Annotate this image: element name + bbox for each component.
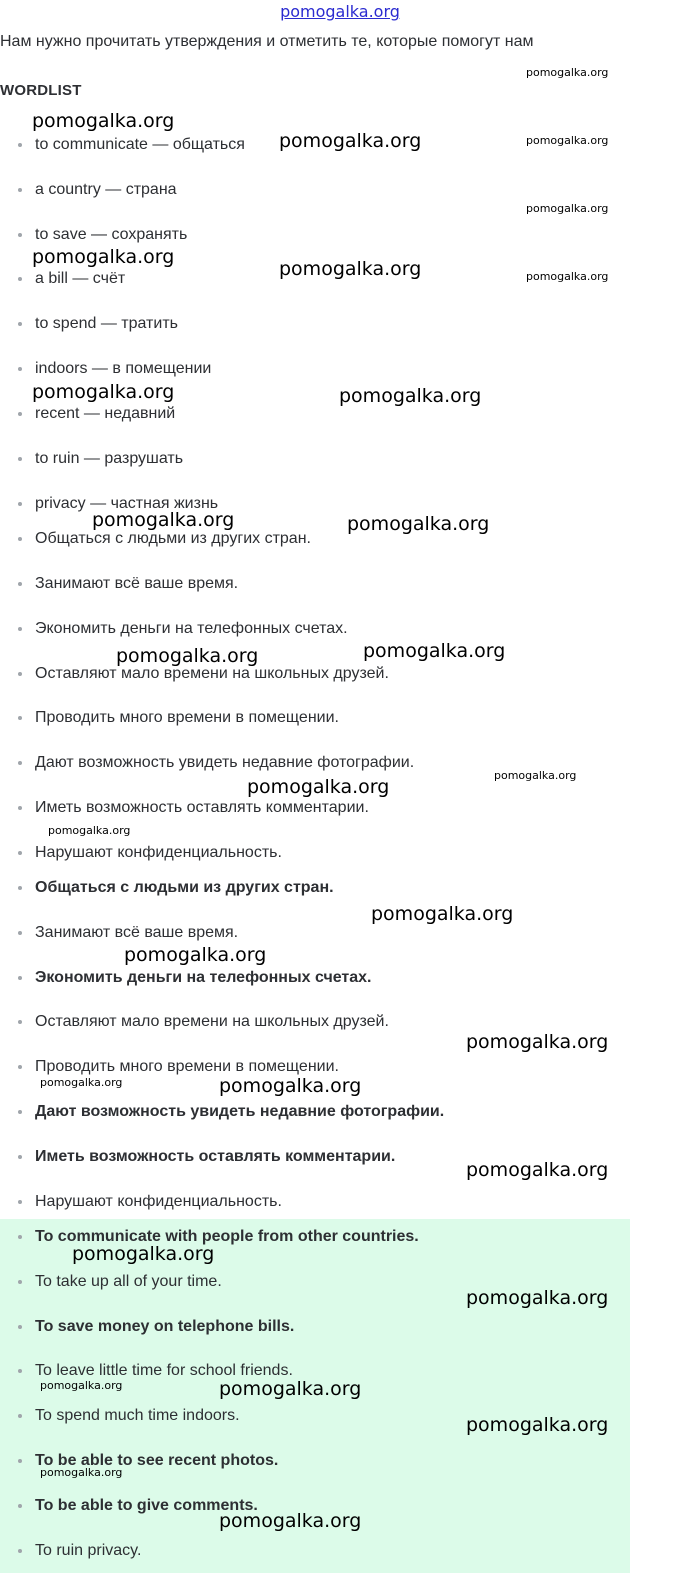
bullet-icon bbox=[18, 143, 22, 147]
answer-en-text: To ruin privacy. bbox=[35, 1542, 142, 1559]
watermark: pomogalka.org bbox=[219, 1378, 362, 1400]
bullet-icon bbox=[18, 582, 22, 586]
answer-ru-text: Экономить деньги на телефонных счетах. bbox=[35, 969, 372, 986]
watermark: pomogalka.org bbox=[219, 1510, 362, 1532]
answer-ru-text: Иметь возможность оставлять комментарии. bbox=[35, 1148, 396, 1165]
bullet-icon bbox=[18, 716, 22, 720]
watermark: pomogalka.org bbox=[363, 640, 506, 662]
watermark: pomogalka.org bbox=[72, 1243, 215, 1265]
statement-text: Общаться с людьми из других стран. bbox=[35, 530, 311, 547]
bullet-icon bbox=[18, 761, 22, 765]
bullet-icon bbox=[18, 1459, 22, 1463]
answer-en-text: To leave little time for school friends. bbox=[35, 1362, 293, 1379]
bullet-icon bbox=[18, 976, 22, 980]
watermark: pomogalka.org bbox=[466, 1159, 609, 1181]
bullet-icon bbox=[18, 233, 22, 237]
bullet-icon bbox=[18, 931, 22, 935]
watermark: pomogalka.org bbox=[279, 258, 422, 280]
wordlist-item-text: to ruin — разрушать bbox=[35, 450, 184, 467]
watermark: pomogalka.org bbox=[40, 1466, 123, 1479]
statement-text: Нарушают конфиденциальность. bbox=[35, 844, 282, 861]
bullet-icon bbox=[18, 851, 22, 855]
bullet-icon bbox=[18, 412, 22, 416]
watermark: pomogalka.org bbox=[40, 1076, 123, 1089]
watermark: pomogalka.org bbox=[279, 130, 422, 152]
answer-en-text: To communicate with people from other countries. bbox=[35, 1228, 419, 1245]
answer-ru-text: Проводить много времени в помещении. bbox=[35, 1058, 339, 1075]
bullet-icon bbox=[18, 1200, 22, 1204]
bullet-icon bbox=[18, 1325, 22, 1329]
watermark: pomogalka.org bbox=[339, 385, 482, 407]
bullet-icon bbox=[18, 672, 22, 676]
watermark: pomogalka.org bbox=[466, 1414, 609, 1436]
answer-ru-text: Занимают всё ваше время. bbox=[35, 924, 239, 941]
bullet-icon bbox=[18, 277, 22, 281]
wordlist-item-text: a bill — счёт bbox=[35, 270, 126, 287]
wordlist-item-text: indoors — в помещении bbox=[35, 360, 212, 377]
watermark: pomogalka.org bbox=[526, 270, 609, 283]
wordlist-item-text: to save — сохранять bbox=[35, 226, 188, 243]
bullet-icon bbox=[18, 1155, 22, 1159]
bullet-icon bbox=[18, 1369, 22, 1373]
bullet-icon bbox=[18, 188, 22, 192]
wordlist-item-text: privacy — частная жизнь bbox=[35, 495, 219, 512]
watermark: pomogalka.org bbox=[124, 944, 267, 966]
answer-en-text: To be able to give comments. bbox=[35, 1497, 258, 1514]
watermark: pomogalka.org bbox=[526, 66, 609, 79]
wordlist-item-text: to communicate — общаться bbox=[35, 136, 245, 153]
intro-text: Нам нужно прочитать утверждения и отметить те, которые помогут нам bbox=[0, 33, 534, 50]
answer-ru-text: Оставляют мало времени на школьных друзей. bbox=[35, 1013, 389, 1030]
watermark: pomogalka.org bbox=[347, 513, 490, 535]
statement-text: Иметь возможность оставлять комментарии. bbox=[35, 799, 369, 816]
bullet-icon bbox=[18, 1235, 22, 1239]
watermark: pomogalka.org bbox=[92, 509, 235, 531]
wordlist-heading: WORDLIST bbox=[0, 82, 82, 99]
bullet-icon bbox=[18, 1504, 22, 1508]
watermark: pomogalka.org bbox=[466, 1287, 609, 1309]
bullet-icon bbox=[18, 502, 22, 506]
statement-text: Оставляют мало времени на школьных друзей. bbox=[35, 665, 389, 682]
bullet-icon bbox=[18, 627, 22, 631]
bullet-icon bbox=[18, 1414, 22, 1418]
bullet-icon bbox=[18, 537, 22, 541]
answer-ru-text: Дают возможность увидеть недавние фотографии. bbox=[35, 1103, 445, 1120]
answer-ru-text: Общаться с людьми из других стран. bbox=[35, 879, 334, 896]
watermark: pomogalka.org bbox=[48, 824, 131, 837]
watermark: pomogalka.org bbox=[526, 134, 609, 147]
watermark: pomogalka.org bbox=[371, 903, 514, 925]
wordlist-item-text: recent — недавний bbox=[35, 405, 176, 422]
wordlist-item-text: to spend — тратить bbox=[35, 315, 178, 332]
statement-text: Занимают всё ваше время. bbox=[35, 575, 239, 592]
bullet-icon bbox=[18, 886, 22, 890]
bullet-icon bbox=[18, 1549, 22, 1553]
watermark: pomogalka.org bbox=[494, 769, 577, 782]
bullet-icon bbox=[18, 457, 22, 461]
answer-en-text: To be able to see recent photos. bbox=[35, 1452, 279, 1469]
statement-text: Экономить деньги на телефонных счетах. bbox=[35, 620, 348, 637]
wordlist-item-text: a country — страна bbox=[35, 181, 177, 198]
watermark: pomogalka.org bbox=[466, 1031, 609, 1053]
watermark: pomogalka.org bbox=[526, 202, 609, 215]
watermark: pomogalka.org bbox=[247, 776, 390, 798]
answer-en-text: To save money on telephone bills. bbox=[35, 1318, 295, 1335]
watermark: pomogalka.org bbox=[32, 381, 175, 403]
watermark: pomogalka.org bbox=[32, 246, 175, 268]
bullet-icon bbox=[18, 1280, 22, 1284]
bullet-icon bbox=[18, 1110, 22, 1114]
bullet-icon bbox=[18, 367, 22, 371]
statement-text: Дают возможность увидеть недавние фотографии. bbox=[35, 754, 415, 771]
watermark: pomogalka.org bbox=[219, 1075, 362, 1097]
bullet-icon bbox=[18, 806, 22, 810]
watermark: pomogalka.org bbox=[116, 645, 259, 667]
answer-en-text: To take up all of your time. bbox=[35, 1273, 222, 1290]
watermark: pomogalka.org bbox=[40, 1379, 123, 1392]
watermark: pomogalka.org bbox=[32, 110, 175, 132]
answer-en-text: To spend much time indoors. bbox=[35, 1407, 240, 1424]
bullet-icon bbox=[18, 1020, 22, 1024]
site-link[interactable]: pomogalka.org bbox=[280, 2, 400, 21]
bullet-icon bbox=[18, 1065, 22, 1069]
bullet-icon bbox=[18, 322, 22, 326]
statement-text: Проводить много времени в помещении. bbox=[35, 709, 339, 726]
answer-ru-text: Нарушают конфиденциальность. bbox=[35, 1193, 282, 1210]
